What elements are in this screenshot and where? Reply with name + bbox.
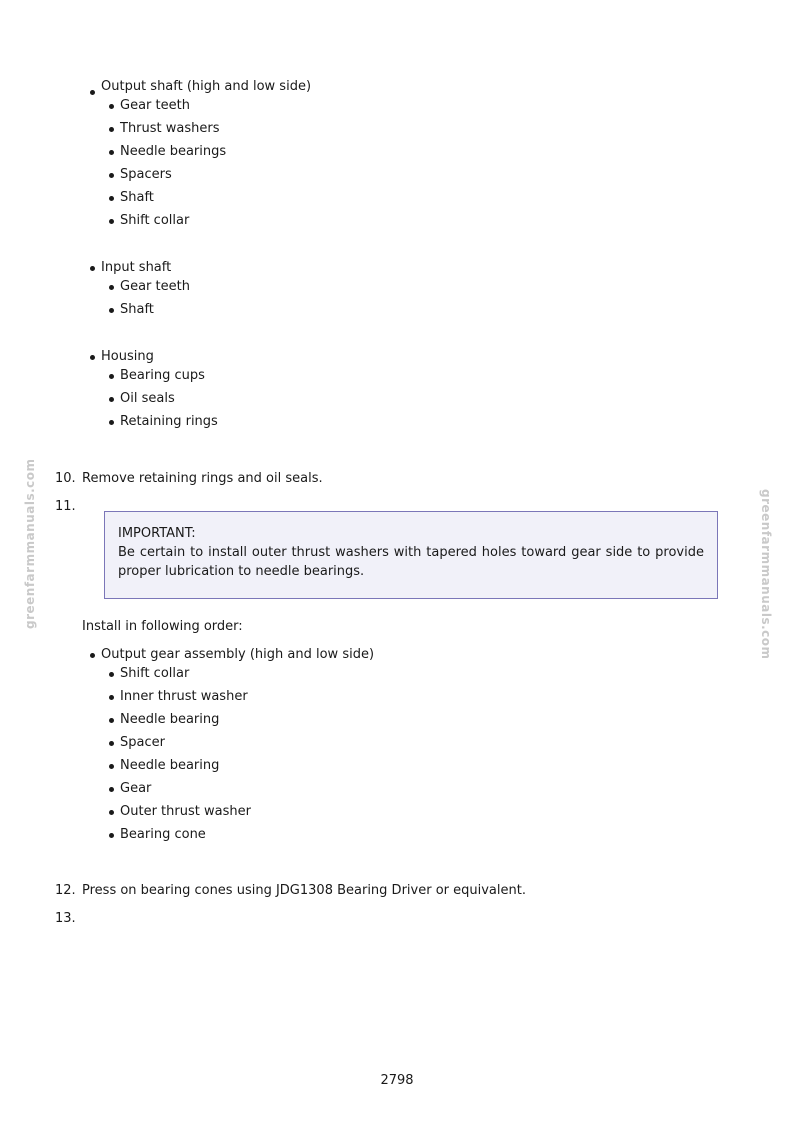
page-number: 2798 — [380, 1073, 414, 1088]
step-number: 11. — [55, 499, 76, 514]
list-item — [120, 167, 172, 182]
step-text: Press on bearing cones using JDG1308 Bearing Driver or equivalent. — [82, 883, 526, 898]
bullet-icon — [109, 374, 114, 379]
bullet-icon — [90, 653, 95, 658]
list-item — [120, 368, 205, 383]
bullet-icon — [109, 196, 114, 201]
bullet-icon — [109, 285, 114, 290]
important-title: IMPORTANT: — [118, 526, 196, 541]
bullet-icon — [109, 764, 114, 769]
list-item — [101, 260, 171, 275]
list-item-label: Needle bearings — [120, 144, 227, 159]
bullet-icon — [109, 420, 114, 425]
group-title-input-shaft: Input shaft — [101, 260, 172, 275]
step-number: 10. — [55, 471, 76, 486]
list-item — [101, 349, 154, 364]
list-item-label: Shaft — [120, 190, 154, 205]
watermark-right: greenfarmmanuals.com — [759, 489, 773, 660]
list-item-label: Shift collar — [120, 666, 190, 681]
list-item-label: Outer thrust washer — [120, 804, 251, 819]
watermark-left: greenfarmmanuals.com — [23, 458, 37, 629]
list-item — [120, 712, 219, 727]
list-item — [120, 827, 206, 842]
list-item-label: Shaft — [120, 302, 154, 317]
list-item — [120, 666, 189, 681]
bullet-icon — [109, 718, 114, 723]
important-text: Be certain to install outer thrust washers with tapered holes toward gear side to provide proper lubrication to needle bearings. — [118, 545, 704, 579]
list-item — [120, 302, 154, 317]
list-item — [120, 804, 251, 819]
list-item — [120, 391, 175, 406]
list-item — [120, 121, 220, 136]
bullet-icon — [109, 741, 114, 746]
list-item-label: Spacer — [120, 735, 165, 750]
list-item — [120, 279, 190, 294]
list-item — [120, 98, 190, 113]
group-title-output-shaft: Output shaft (high and low side) — [101, 79, 312, 94]
bullet-icon — [109, 219, 114, 224]
bullet-icon — [90, 266, 95, 271]
bullet-icon — [109, 787, 114, 792]
list-item — [120, 213, 189, 228]
bullet-icon — [109, 308, 114, 313]
group-title-output-gear-assembly: Output gear assembly (high and low side) — [101, 647, 375, 662]
list-item-label: Inner thrust washer — [120, 689, 248, 704]
list-item — [120, 758, 219, 773]
bullet-icon — [109, 173, 114, 178]
list-item-label: Gear teeth — [120, 98, 190, 113]
list-item — [120, 144, 226, 159]
list-item — [120, 689, 248, 704]
list-item-label: Bearing cone — [120, 827, 206, 842]
bullet-icon — [109, 104, 114, 109]
list-item-label: Spacers — [120, 167, 172, 182]
group-title-housing: Housing — [101, 349, 154, 364]
install-intro: Install in following order: — [82, 619, 243, 634]
step-number: 12. — [55, 883, 76, 898]
step-text: Remove retaining rings and oil seals. — [82, 471, 323, 486]
bullet-icon — [109, 672, 114, 677]
list-item-label: Shift collar — [120, 213, 190, 228]
bullet-icon — [109, 150, 114, 155]
bullet-icon — [109, 810, 114, 815]
bullet-icon — [109, 695, 114, 700]
list-item — [120, 414, 218, 429]
step-number: 13. — [55, 911, 76, 926]
list-item-label: Thrust washers — [120, 121, 220, 136]
important-note — [104, 511, 718, 599]
list-item — [120, 781, 151, 796]
list-item — [101, 79, 311, 94]
list-item-label: Gear — [120, 781, 152, 796]
list-item — [120, 190, 154, 205]
list-item-label: Needle bearing — [120, 758, 220, 773]
list-item-label: Needle bearing — [120, 712, 220, 727]
bullet-icon — [90, 355, 95, 360]
list-item-label: Retaining rings — [120, 414, 218, 429]
list-item — [120, 735, 165, 750]
list-item-label: Oil seals — [120, 391, 175, 406]
list-item-label: Bearing cups — [120, 368, 205, 383]
bullet-icon — [109, 397, 114, 402]
bullet-icon — [109, 127, 114, 132]
bullet-icon — [109, 833, 114, 838]
bullet-icon — [90, 90, 95, 95]
list-item — [101, 647, 374, 662]
list-item-label: Gear teeth — [120, 279, 190, 294]
